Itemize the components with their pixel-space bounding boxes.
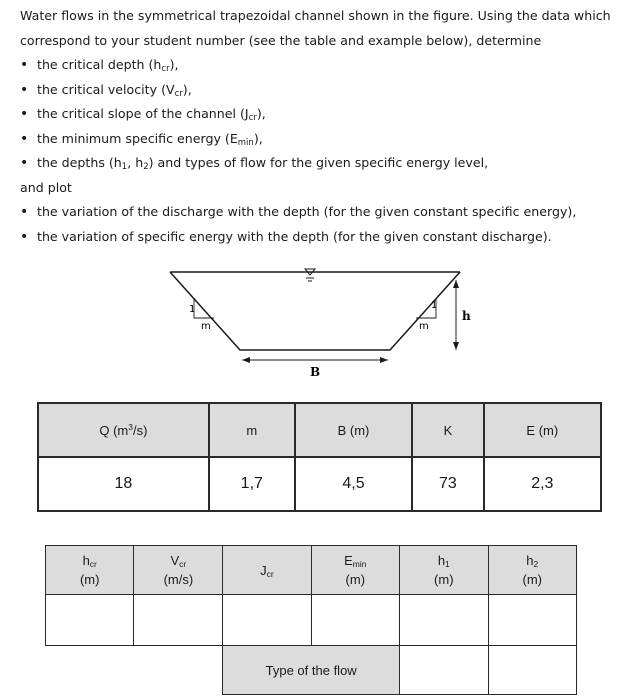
answer-cell-emin[interactable] — [311, 595, 400, 646]
answer-cell-h1[interactable] — [400, 595, 488, 646]
determine-item: • the minimum specific energy $(E_{min})$, — [20, 127, 625, 152]
plot-item: • the variation of the discharge with the depth (for the given constant specific energy), — [20, 200, 625, 225]
slope-label-1-right: 1 — [431, 300, 438, 311]
answer-cell-h2[interactable] — [488, 595, 576, 646]
intro-paragraph: Water flows in the symmetrical trapezoidal channel shown in the figure. Using the data which correspond to your student number (see the table and example below), determine — [20, 8, 611, 48]
header-vcr: $V_{cr}$ (m/s) — [134, 546, 223, 595]
header-k: K — [412, 403, 483, 457]
results-header-row — [46, 546, 577, 595]
determine-list — [20, 53, 625, 176]
determine-item: • the critical depth $(h_{cr})$, — [20, 53, 625, 78]
value-slope-m: 1,7 — [209, 457, 295, 511]
plot-item: • the variation of specific energy with the depth (for the given constant discharge). — [20, 225, 625, 250]
header-jcr: $J_{cr}$ — [223, 546, 311, 595]
header-emin: $E_{min}$ (m) — [311, 546, 400, 595]
header-energy: E (m) — [484, 403, 601, 457]
arrow-left — [242, 357, 250, 363]
determine-item: • the critical slope of the channel $(J_{cr})$, — [20, 102, 625, 127]
flow-type-cell-h1[interactable] — [400, 646, 488, 695]
value-k: 73 — [412, 457, 483, 511]
answer-cell-vcr[interactable] — [134, 595, 223, 646]
flow-type-cell-h2[interactable] — [488, 646, 576, 695]
slope-label-m-right: m — [419, 321, 429, 332]
arrow-up — [453, 280, 459, 288]
flow-type-label: Type of the flow — [223, 646, 400, 695]
answer-cell-hcr[interactable] — [46, 595, 134, 646]
depth-label: h — [462, 309, 471, 323]
water-level-icon — [305, 269, 315, 281]
value-energy: 2,3 — [484, 457, 601, 511]
header-slope-m: m — [209, 403, 295, 457]
header-hcr: $h_{cr}$ (m) — [46, 546, 134, 595]
determine-item: • the critical velocity $(V_{cr})$, — [20, 78, 625, 103]
plot-list — [20, 200, 625, 249]
header-bottom-width: B (m) — [295, 403, 412, 457]
value-bottom-width: 4,5 — [295, 457, 412, 511]
channel-cross-section-figure — [150, 262, 490, 382]
slope-label-m-left: m — [201, 321, 211, 332]
channel-walls — [170, 272, 460, 350]
header-discharge: Q $(m^3/s)$ — [38, 403, 209, 457]
data-value-row — [38, 457, 601, 511]
value-discharge: 18 — [38, 457, 209, 511]
arrow-down — [453, 342, 459, 350]
problem-statement — [20, 4, 625, 249]
header-h1: $h_1$ (m) — [400, 546, 488, 595]
and-plot-text: and plot — [20, 179, 72, 195]
answer-cell-jcr[interactable] — [223, 595, 311, 646]
input-data-table — [37, 402, 602, 512]
header-h2: $h_2$ (m) — [488, 546, 576, 595]
results-answer-row — [46, 595, 577, 646]
flow-type-row — [46, 646, 577, 695]
determine-item: • the depths ($h_1$, $h_2$) and types of flow for the given specific energy level, — [20, 151, 625, 176]
arrow-right — [380, 357, 388, 363]
data-header-row — [38, 403, 601, 457]
bottom-width-label: B — [310, 365, 321, 379]
results-table — [45, 545, 577, 695]
slope-label-1-left: 1 — [189, 304, 196, 315]
